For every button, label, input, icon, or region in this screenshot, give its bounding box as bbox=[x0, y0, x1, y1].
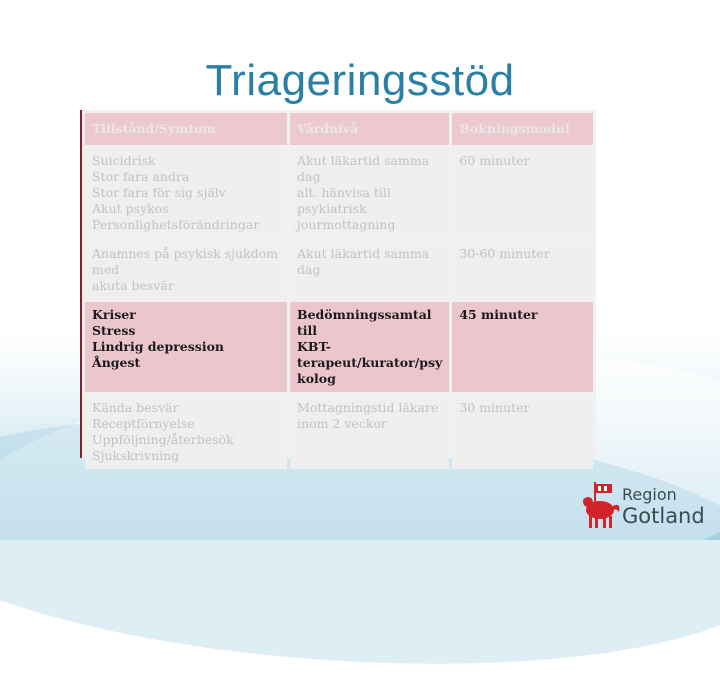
cell-line: dag bbox=[297, 262, 321, 277]
logo-region-text: Region bbox=[622, 485, 677, 504]
cell-line: Akut psykos bbox=[92, 201, 169, 216]
table-row bbox=[85, 395, 593, 469]
cell-line: 45 minuter bbox=[459, 307, 538, 322]
cell-line: psykiatrisk bbox=[297, 201, 367, 216]
cell-line: dag bbox=[297, 169, 321, 184]
table-row-highlighted bbox=[85, 302, 593, 392]
cell-line: Akut läkartid samma bbox=[297, 246, 430, 261]
cell-line: Stor fara för sig själv bbox=[92, 185, 226, 200]
cell-care-level bbox=[290, 395, 449, 469]
cell-line: Akut läkartid samma bbox=[297, 153, 430, 168]
cell-booking bbox=[452, 395, 593, 469]
slide-title: Triageringsstöd bbox=[205, 56, 515, 105]
cell-line: Stor fara andra bbox=[92, 169, 190, 184]
cell-line: kolog bbox=[297, 371, 336, 386]
table-row bbox=[85, 148, 593, 238]
cell-condition bbox=[85, 241, 287, 299]
cell-line: Lindrig depression bbox=[92, 339, 225, 354]
cell-line: 30-60 minuter bbox=[459, 246, 550, 261]
cell-line: Ångest bbox=[92, 355, 141, 370]
logo-gotland-text: Gotland bbox=[622, 504, 705, 528]
cell-line: Receptförnyelse bbox=[92, 416, 195, 431]
cell-care-level bbox=[290, 302, 449, 392]
cell-line: Stress bbox=[92, 323, 136, 338]
header-care-level: Vårdnivå bbox=[290, 113, 449, 145]
cell-line: Kända besvär bbox=[92, 400, 179, 415]
cell-line: inom 2 veckor bbox=[297, 416, 387, 431]
triage-table bbox=[82, 110, 596, 472]
cell-care-level bbox=[290, 148, 449, 238]
cell-line: jourmottagning bbox=[297, 217, 396, 232]
cell-line: Personlighetsförändringar bbox=[92, 217, 260, 232]
cell-line: Bedömningssamtal till bbox=[297, 307, 432, 338]
cell-booking bbox=[452, 148, 593, 238]
header-booking-module: Bokningsmodul bbox=[452, 113, 593, 145]
cell-line: akuta besvär bbox=[92, 278, 174, 293]
table-header-row bbox=[85, 113, 593, 145]
cell-condition bbox=[85, 395, 287, 469]
cell-line: alt. hänvisa till bbox=[297, 185, 391, 200]
cell-booking bbox=[452, 241, 593, 299]
region-gotland-logo bbox=[622, 486, 705, 528]
cell-line: Anamnes på psykisk sjukdom med bbox=[92, 246, 278, 277]
cell-line: terapeut/kurator/psy bbox=[297, 355, 443, 370]
cell-line: Suicidrisk bbox=[92, 153, 156, 168]
cell-condition bbox=[85, 148, 287, 238]
cell-booking bbox=[452, 302, 593, 392]
cell-line: KBT- bbox=[297, 339, 331, 354]
header-condition: Tillstånd/Symtom bbox=[85, 113, 287, 145]
cell-line: Mottagningstid läkare bbox=[297, 400, 439, 415]
cell-line: 30 minuter bbox=[459, 400, 530, 415]
cell-line: Kriser bbox=[92, 307, 136, 322]
triage-table-container bbox=[80, 110, 596, 463]
cell-line: Uppföljning/återbesök bbox=[92, 432, 234, 447]
cell-line: 60 minuter bbox=[459, 153, 530, 168]
cell-care-level bbox=[290, 241, 449, 299]
cell-line: Sjukskrivning bbox=[92, 448, 180, 463]
cell-condition bbox=[85, 302, 287, 392]
table-row bbox=[85, 241, 593, 299]
